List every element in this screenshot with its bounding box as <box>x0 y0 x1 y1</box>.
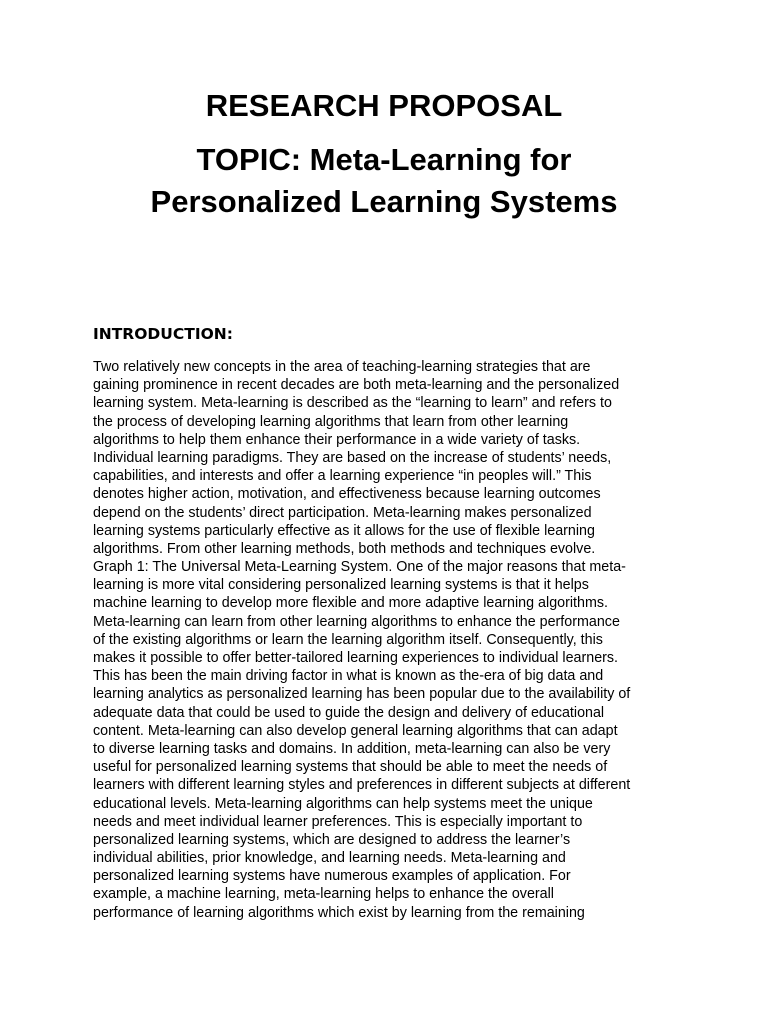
body-line: personalized learning systems, which are designed to address the learner’s <box>93 831 571 848</box>
topic-heading <box>60 139 708 223</box>
body-line: the process of developing learning algorithms that learn from other learning <box>93 413 569 430</box>
body-line: content. Meta-learning can also develop general learning algorithms that can adapt <box>93 722 618 739</box>
body-line: example, a machine learning, meta-learning helps to enhance the overall <box>93 886 554 903</box>
body-line: Two relatively new concepts in the area of teaching-learning strategies that are <box>93 359 591 375</box>
body-line: learners with different learning styles and preferences in different subjects at different <box>93 777 631 794</box>
body-line: Meta-learning can learn from other learning algorithms to enhance the performance <box>93 613 620 630</box>
document-title: RESEARCH PROPOSAL <box>205 88 563 123</box>
topic-line-2: Personalized Learning Systems <box>150 184 618 219</box>
topic-line-1: TOPIC: Meta-Learning for <box>196 142 572 177</box>
body-line: to diverse learning tasks and domains. In addition, meta-learning can also be very <box>93 740 611 757</box>
body-line: personalized learning systems have numerous examples of application. For <box>93 868 571 885</box>
body-line: of the existing algorithms or learn the learning algorithm itself. Consequently, this <box>93 631 603 648</box>
body-line: learning system. Meta-learning is described as the “learning to learn” and refers to <box>93 395 612 412</box>
body-line: learning systems particularly effective as it allows for the use of flexible learning <box>93 522 595 539</box>
body-line: Graph 1: The Universal Meta-Learning System. One of the major reasons that meta- <box>93 559 626 576</box>
body-line: needs and meet individual learner preferences. This is especially important to <box>93 813 583 830</box>
body-line: educational levels. Meta-learning algorithms can help systems meet the unique <box>93 795 593 812</box>
body-line: This has been the main driving factor in what is known as the-era of big data and <box>93 668 604 685</box>
body-line: learning is more vital considering personalized learning systems is that it helps <box>93 577 589 594</box>
body-line: Individual learning paradigms. They are based on the increase of students’ needs, <box>93 449 612 466</box>
body-line: algorithms to help them enhance their performance in a wide variety of tasks. <box>93 431 581 448</box>
body-line: adequate data that could be used to guide the design and delivery of educational <box>93 704 605 721</box>
introduction-heading: INTRODUCTION: <box>93 325 233 343</box>
body-line: makes it possible to offer better-tailored learning experiences to individual learners. <box>93 650 619 666</box>
body-line: algorithms. From other learning methods, both methods and techniques evolve. <box>93 540 596 557</box>
body-line: gaining prominence in recent decades are both meta-learning and the personalized <box>93 377 620 394</box>
introduction-body <box>93 358 683 922</box>
body-line: learning analytics as personalized learning has been popular due to the availability of <box>93 686 631 703</box>
body-line: denotes higher action, motivation, and effectiveness because learning outcomes <box>93 486 601 503</box>
body-line: capabilities, and interests and offer a learning experience “in peoples will.” This <box>93 468 592 485</box>
body-line: machine learning to develop more flexible and more adaptive learning algorithms. <box>93 595 608 612</box>
body-line: performance of learning algorithms which exist by learning from the remaining <box>93 904 585 921</box>
body-line: depend on the students’ direct participation. Meta-learning makes personalized <box>93 504 592 521</box>
body-line: individual abilities, prior knowledge, and learning needs. Meta-learning and <box>93 850 566 867</box>
body-line: useful for personalized learning systems that should be able to meet the needs of <box>93 759 608 776</box>
